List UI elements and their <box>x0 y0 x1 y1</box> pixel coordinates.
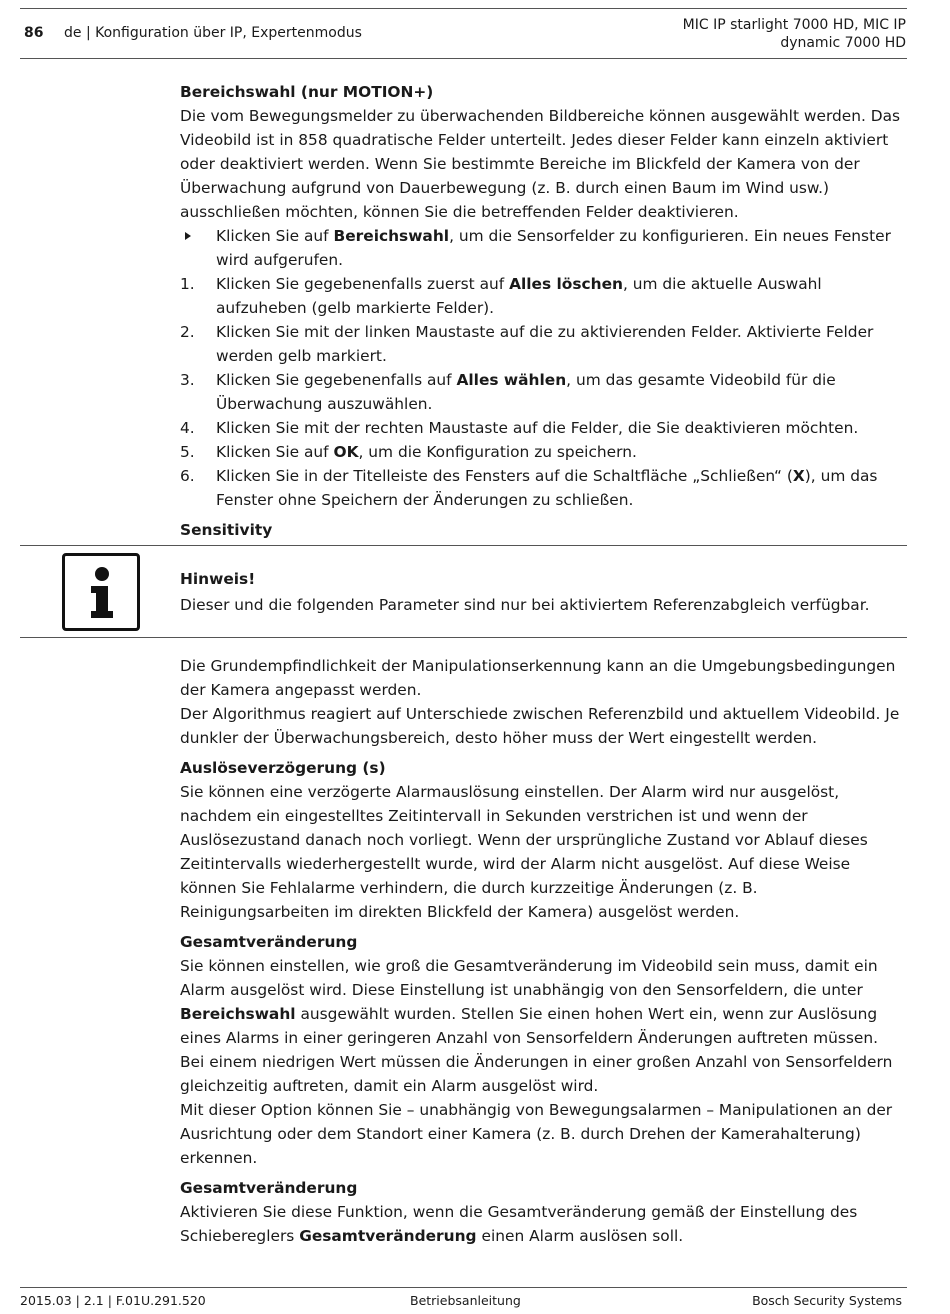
footer-company: Bosch Security Systems <box>752 1293 902 1308</box>
product-name-line1: MIC IP starlight 7000 HD, MIC IP <box>682 17 906 33</box>
trigger-delay-heading: Auslöseverzögerung (s) <box>180 759 386 777</box>
global-change-paragraph-2: Mit dieser Option können Sie – unabhängig von Bewegungsalarmen – Manipulationen an der Ausrichtung oder dem Standort einer Kamera (z. B. durch Drehen der Kamerahalterung) erkennen. <box>180 1101 893 1167</box>
product-name <box>683 16 906 52</box>
footer-rule <box>20 1287 907 1288</box>
footer-doc-type: Betriebsanleitung <box>410 1293 521 1308</box>
step-number: 2. <box>180 323 195 341</box>
area-selection-intro: Die vom Bewegungsmelder zu überwachenden Bildbereiche können ausgewählt werden. Das Videobild ist in 858 quadratische Felder unterteilt. Jedes dieser Felder kann einzeln aktiviert oder deaktiviert werden. Wenn Sie bestimmte Bereiche im Blickfeld der Kamera von der Überwachung aufgrund von Dauerbewegung (z. B. durch einen Baum im Wind usw.) ausschließen möchten, können Sie die betreffenden Felder deaktivieren. <box>180 107 901 221</box>
header-rule <box>20 58 907 59</box>
step-number: 6. <box>180 467 195 485</box>
global-change-activation-heading: Gesamtveränderung <box>180 1179 358 1197</box>
list-item: Klicken Sie auf Bereichswahl, um die Sensorfelder zu konfigurieren. Ein neues Fenster wird aufgerufen. <box>180 224 907 272</box>
area-selection-heading: Bereichswahl (nur MOTION+) <box>180 83 434 101</box>
list-item: 3. Klicken Sie gegebenenfalls auf Alles wählen, um das gesamte Videobild für die Überwachung auszuwählen. <box>180 368 907 416</box>
note-title: Hinweis! <box>180 570 256 588</box>
list-item: 6. Klicken Sie in der Titelleiste des Fensters auf die Schaltfläche „Schließen“ (X), um das Fenster ohne Speichern der Änderungen zu schließen. <box>180 464 907 512</box>
instruction-list <box>180 224 907 512</box>
sensitivity-heading: Sensitivity <box>180 521 273 539</box>
global-change-heading: Gesamtveränderung <box>180 933 358 951</box>
content-sensitivity <box>180 654 907 1248</box>
product-name-line2: dynamic 7000 HD <box>780 35 906 51</box>
triangle-bullet-icon <box>180 224 191 248</box>
step-number: 1. <box>180 275 195 293</box>
note-top-rule <box>20 545 907 546</box>
list-item: 4. Klicken Sie mit der rechten Maustaste auf die Felder, die Sie deaktivieren möchten. <box>180 416 907 440</box>
list-item: 5. Klicken Sie auf OK, um die Konfiguration zu speichern. <box>180 440 907 464</box>
page-number: 86 <box>24 25 44 41</box>
list-item: 1. Klicken Sie gegebenenfalls zuerst auf Alles löschen, um die aktuelle Auswahl aufzuheben (gelb markierte Felder). <box>180 272 907 320</box>
trigger-delay-text: Sie können eine verzögerte Alarmauslösung einstellen. Der Alarm wird nur ausgelöst, nachdem ein eingestelltes Zeitintervall in Sekunden verstrichen ist und wenn der Auslösezustand danach noch vorliegt. Wenn der ursprüngliche Zustand vor Ablauf dieses Zeitintervalls wiederhergestellt wurde, wird der Alarm nicht ausgelöst. Auf diese Weise können Sie Fehlalarme verhindern, die durch kurzzeitige Änderungen (z. B. Reinigungsarbeiten im direkten Blickfeld der Kamera) ausgelöst werden. <box>180 783 868 921</box>
sensitivity-paragraph-2: Der Algorithmus reagiert auf Unterschiede zwischen Referenzbild und aktuellem Videobild. Je dunkler der Überwachungsbereich, desto höher muss der Wert eingestellt werden. <box>180 705 900 747</box>
section-title: de | Konfiguration über IP, Expertenmodus <box>64 25 362 41</box>
info-icon <box>62 553 140 631</box>
sensitivity-paragraph-1: Die Grundempfindlichkeit der Manipulationserkennung kann an die Umgebungsbedingungen der Kamera angepasst werden. <box>180 657 896 699</box>
global-change-paragraph-1: Sie können einstellen, wie groß die Gesamtveränderung im Videobild sein muss, damit ein Alarm ausgelöst wird. Diese Einstellung ist unabhängig von den Sensorfeldern, die unter Bereichswahl ausgewählt wurden. Stellen Sie einen hohen Wert ein, wenn zur Auslösung eines Alarms in einer geringeren Anzahl von Sensorfeldern Änderungen auftreten müssen. Bei einem niedrigen Wert müssen die Änderungen in einer großen Anzahl von Sensorfeldern gleichzeitig auftreten, damit ein Alarm ausgelöst wird. <box>180 957 893 1095</box>
step-number: 3. <box>180 371 195 389</box>
footer-doc-id: 2015.03 | 2.1 | F.01U.291.520 <box>20 1293 206 1308</box>
list-item: 2. Klicken Sie mit der linken Maustaste auf die zu aktivierenden Felder. Aktivierte Felder werden gelb markiert. <box>180 320 907 368</box>
step-number: 5. <box>180 443 195 461</box>
top-rule <box>20 8 907 9</box>
note-text: Dieser und die folgenden Parameter sind nur bei aktiviertem Referenzabgleich verfügbar. <box>180 596 870 614</box>
content-area-selection <box>180 80 907 542</box>
step-number: 4. <box>180 419 195 437</box>
global-change-activation-text: Aktivieren Sie diese Funktion, wenn die Gesamtveränderung gemäß der Einstellung des Schiebereglers Gesamtveränderung einen Alarm auslösen soll. <box>180 1203 858 1245</box>
note-bottom-rule <box>20 637 907 638</box>
info-glyph <box>65 556 137 628</box>
